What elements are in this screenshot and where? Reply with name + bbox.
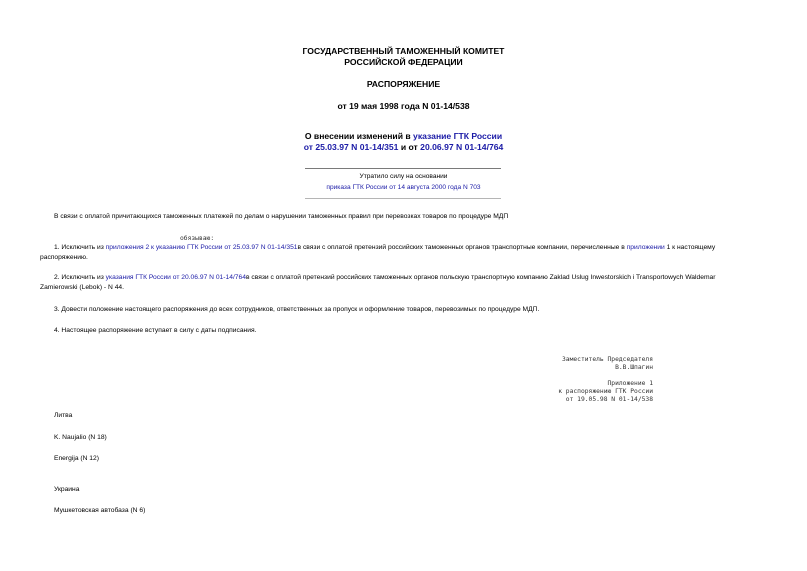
country-lithuania: Литва <box>54 412 73 419</box>
title-link-decree[interactable]: указание ГТК России <box>413 131 503 141</box>
country-ukraine: Украина <box>54 486 80 493</box>
status-link-line <box>0 182 807 194</box>
paragraph-2-line-1 <box>54 273 715 284</box>
p1-link-appendix[interactable]: приложении <box>626 244 665 251</box>
company-energija: Energija (N 12) <box>54 455 99 462</box>
status-rule-bottom <box>305 198 501 199</box>
paragraph-3: 3. Довести положение настоящего распоряжения до всех сотрудников, ответственных за пропуск и оформление товаров, перевозимых по процедуре МДП. <box>54 306 540 313</box>
company-naujalio: K. Naujalio (N 18) <box>54 434 107 441</box>
title-link-decree-764[interactable]: 20.06.97 N 01-14/764 <box>420 142 504 152</box>
title-link-decree-351[interactable]: от 25.03.97 N 01-14/351 <box>303 142 399 152</box>
signatory-name: В.В.Шпагин <box>615 364 653 371</box>
issuer-line-1: ГОСУДАРСТВЕННЫЙ ТАМОЖЕННЫЙ КОМИТЕТ <box>302 46 505 56</box>
p1-text-a: 1. Исключить из <box>54 244 106 251</box>
title-middle: и от <box>398 142 421 152</box>
appendix-title: Приложение 1 <box>607 380 653 387</box>
document-date: от 19 мая 1998 года N 01-14/538 <box>337 101 470 111</box>
issuer-line-2: РОССИЙСКОЙ ФЕДЕРАЦИИ <box>344 57 463 67</box>
obliges-word: обязываю: <box>180 235 215 242</box>
document-title-line-1 <box>0 131 807 142</box>
intro-paragraph: В связи с оплатой причитающихся таможенных платежей по делам о нарушении таможенных правил при перевозках товаров по процедуре МДП <box>54 213 509 220</box>
signatory-position: Заместитель Председателя <box>562 356 653 363</box>
paragraph-1-line-2: распоряжению. <box>40 254 88 261</box>
document-title-line-2 <box>0 142 807 153</box>
paragraph-2-line-2: Zamierowski (Lebok) - N 44. <box>40 284 124 291</box>
appendix-reference: к распоряжению ГТК России <box>558 388 653 395</box>
p2-text-b: в связи с оплатой претензий российских таможенных органов польскую транспортную компанию Zaklad Uslug Inwestorskich i Transportowych Waldemar <box>245 274 716 281</box>
company-mushketovskaya: Мушкетовская автобаза (N 6) <box>54 507 146 514</box>
p1-text-b: в связи с оплатой претензий российских таможенных органов транспортные компании, перечисленные в <box>297 244 627 251</box>
paragraph-4: 4. Настоящее распоряжение вступает в силу с даты подписания. <box>54 327 257 334</box>
status-rule-top <box>305 168 501 169</box>
title-prefix: О внесении изменений в <box>304 131 414 141</box>
status-line: Утратило силу на основании <box>359 173 448 180</box>
repeal-order-link[interactable]: приказа ГТК России от 14 августа 2000 года N 703 <box>326 184 481 191</box>
p2-link-decree-764[interactable]: указания ГТК России от 20.06.97 N 01-14/764 <box>105 274 246 281</box>
p1-text-c: 1 к настоящему <box>664 244 716 251</box>
appendix-date: от 19.05.98 N 01-14/538 <box>565 396 653 403</box>
p2-text-a: 2. Исключить из <box>54 274 106 281</box>
paragraph-1-line-1 <box>54 243 715 254</box>
p1-link-appendix-2[interactable]: приложения 2 к указанию ГТК России от 25.03.97 N 01-14/351 <box>105 244 298 251</box>
document-type: РАСПОРЯЖЕНИЕ <box>366 79 441 89</box>
